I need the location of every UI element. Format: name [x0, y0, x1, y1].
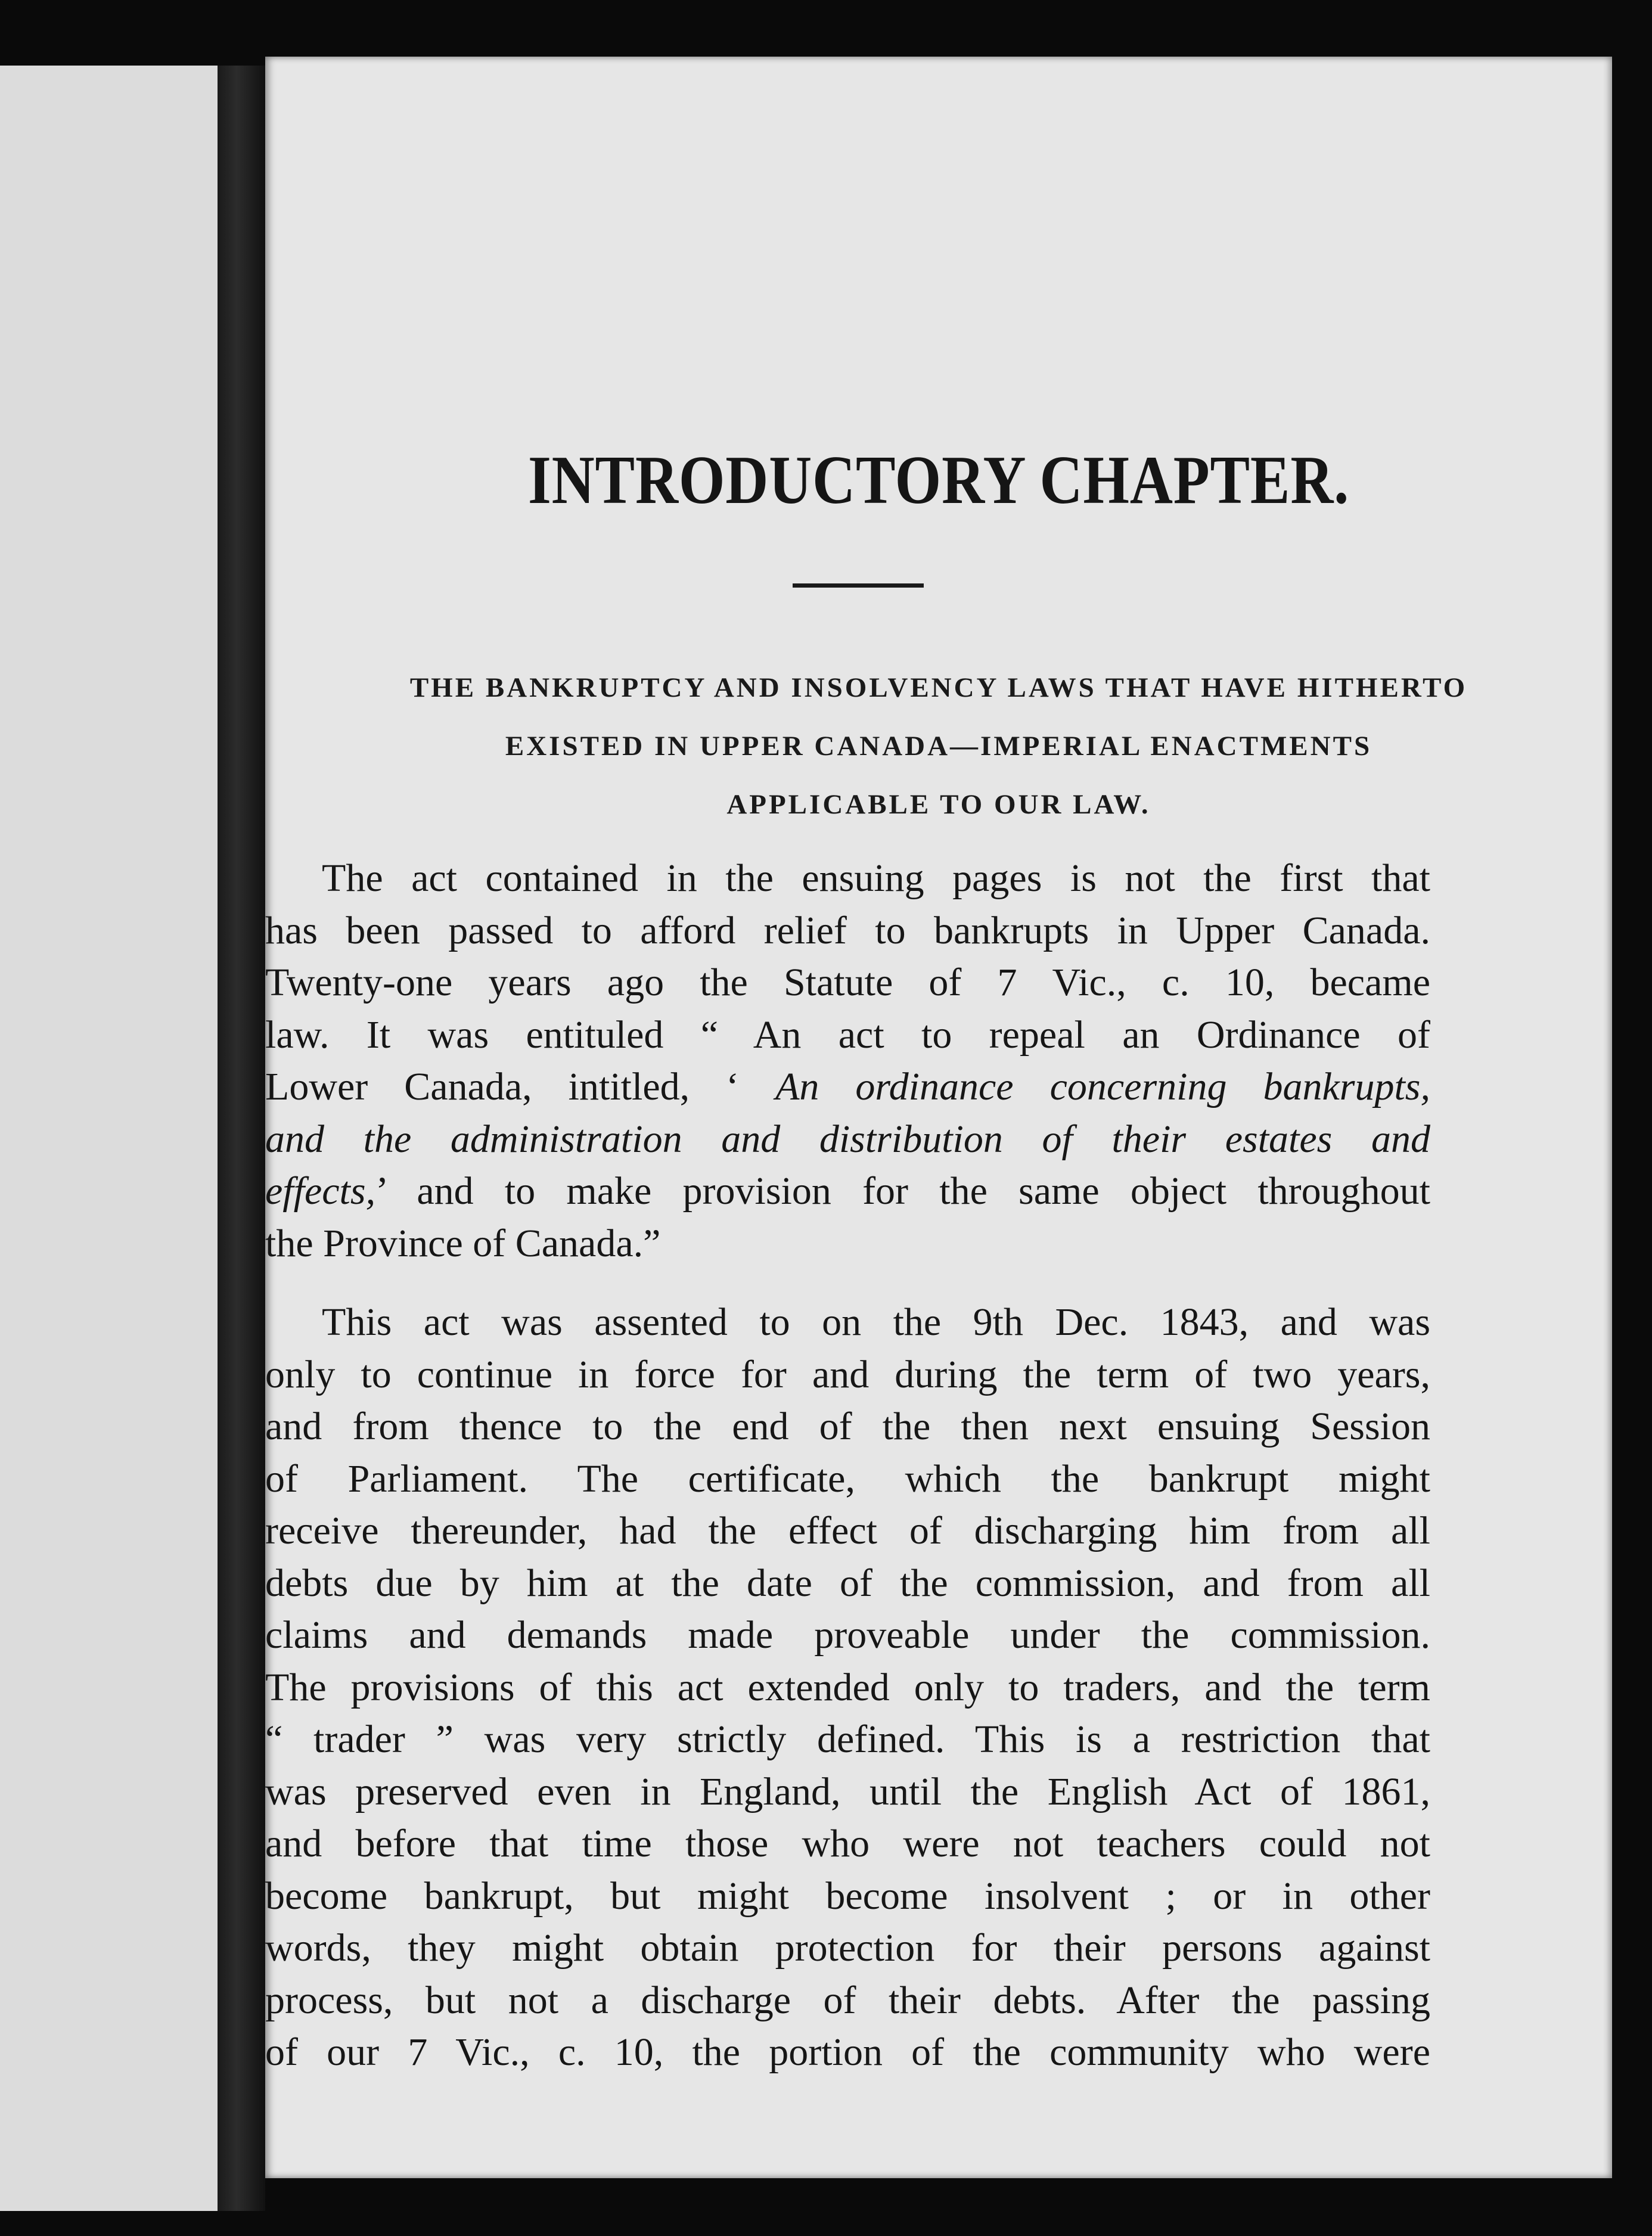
text-line	[265, 1818, 1430, 1870]
text-segment: only to continue in force for and during the term of two years,	[265, 1352, 1430, 1396]
text-segment: has been passed to afford relief to bankrupts in Upper Canada.	[265, 908, 1430, 952]
text-segment: process, but not a discharge of their debts. After the passing	[265, 1978, 1430, 2022]
text-segment: receive thereunder, had the effect of discharging him from all	[265, 1509, 1430, 1552]
text-line	[265, 1218, 1028, 1270]
text-line	[322, 1296, 1430, 1349]
text-segment: The provisions of this act extended only to traders, and the term	[265, 1665, 1430, 1709]
text-segment: and before that time those who were not teachers could not	[265, 1822, 1430, 1865]
text-segment: the Province of Canada.”	[265, 1221, 661, 1265]
text-line	[265, 1061, 1430, 1113]
scan-border	[1612, 57, 1652, 2178]
text-segment: become bankrupt, but might become insolvent ; or in other	[265, 1874, 1430, 1918]
text-line	[265, 2026, 1430, 2079]
book-page	[265, 57, 1612, 2178]
text-line	[265, 1453, 1430, 1505]
text-segment: The act contained in the ensuing pages is not the first that	[322, 856, 1430, 900]
text-line	[265, 1974, 1430, 2027]
text-segment: of Parliament. The certificate, which the bankrupt might	[265, 1456, 1430, 1501]
text-line	[265, 1766, 1430, 1818]
text-line	[265, 1662, 1430, 1714]
text-line	[265, 1505, 1430, 1557]
text-segment: Twenty-one years ago the Statute of 7 Vic., c. 10, became	[265, 961, 1430, 1004]
text-line	[265, 1349, 1430, 1401]
text-line	[265, 1713, 1430, 1766]
subheading-line: EXISTED IN UPPER CANADA—IMPERIAL ENACTMENTS	[505, 731, 1372, 762]
text-line	[322, 852, 1430, 905]
text-line	[265, 956, 1430, 1009]
text-line	[265, 1400, 1430, 1453]
text-line	[265, 1609, 1430, 1662]
italic-text: and the administration and distribution of their estates and	[265, 1117, 1430, 1161]
text-segment: This act was assented to on the 9th Dec. 1843, and was	[322, 1300, 1430, 1344]
text-segment: debts due by him at the date of the commission, and from all	[265, 1561, 1430, 1605]
text-segment: ’ and to make provision for the same object throughout	[375, 1169, 1430, 1213]
text-line	[265, 1557, 1430, 1610]
text-line	[265, 1165, 1430, 1218]
text-segment: was preserved even in England, until the English Act of 1861,	[265, 1769, 1430, 1813]
text-line	[265, 1009, 1430, 1061]
text-segment: “ trader ” was very strictly defined. This is a restriction that	[265, 1718, 1430, 1761]
chapter-title: INTRODUCTORY CHAPTER.	[527, 442, 1350, 518]
text-line	[265, 1113, 1430, 1166]
italic-text: effects,	[265, 1169, 376, 1213]
text-segment: of our 7 Vic., c. 10, the portion of the community who were	[265, 2030, 1430, 2074]
text-segment: words, they might obtain protection for their persons against	[265, 1926, 1430, 1970]
text-segment: law. It was entituled “ An act to repeal an Ordinance of	[265, 1013, 1430, 1057]
text-line	[265, 1922, 1430, 1974]
title-divider-rule	[793, 583, 924, 588]
text-line	[265, 905, 1430, 957]
facing-page-edge	[0, 66, 218, 2211]
chapter-subheading	[265, 659, 1612, 834]
text-segment: claims and demands made proveable under the commission.	[265, 1613, 1430, 1657]
subheading-line: THE BANKRUPTCY AND INSOLVENCY LAWS THAT HAVE HITHERTO	[409, 672, 1468, 703]
text-segment: and from thence to the end of the then next ensuing Session	[265, 1405, 1430, 1448]
italic-text: An ordinance concerning bankrupts,	[775, 1065, 1430, 1108]
subheading-line: APPLICABLE TO OUR LAW.	[726, 789, 1151, 820]
book-gutter	[218, 66, 265, 2211]
text-line	[265, 1870, 1430, 1923]
text-segment: Lower Canada, intitled, ‘	[265, 1065, 776, 1108]
